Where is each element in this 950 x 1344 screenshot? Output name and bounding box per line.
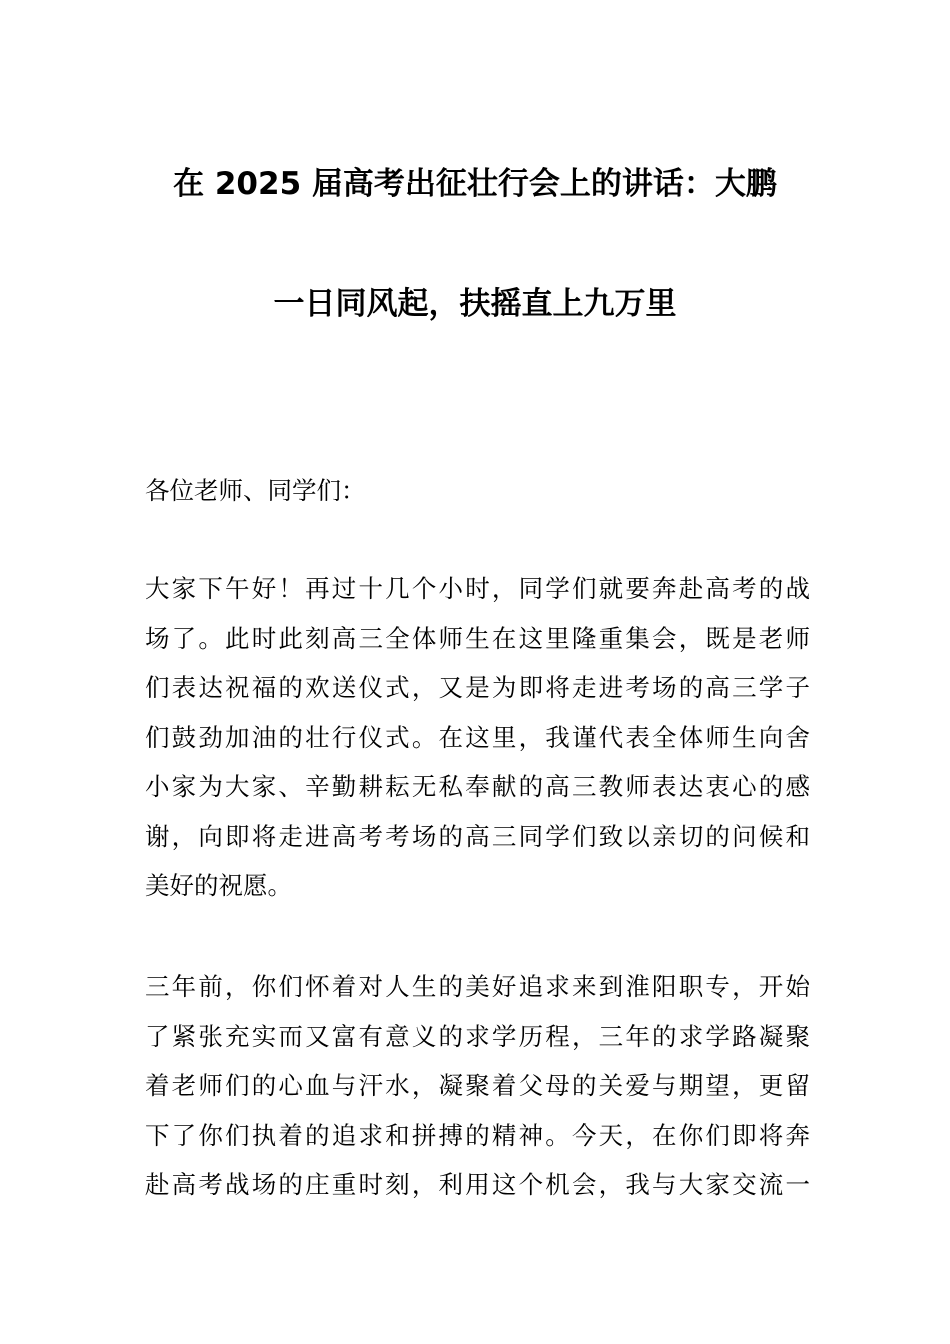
paragraph-2-line: 赴高考战场的庄重时刻，利用这个机会，我与大家交流一	[145, 1170, 810, 1199]
salutation-text: 各位老师、同学们：	[145, 476, 366, 505]
paragraph-1-line: 美好的祝愿。	[145, 871, 292, 900]
paragraph-1-line: 谢，向即将走进高考考场的高三同学们致以亲切的问候和	[145, 821, 810, 851]
paragraph-1-line: 场了。此时此刻高三全体师生在这里隆重集会，既是老师	[145, 623, 810, 653]
paragraph-2-line: 了紧张充实而又富有意义的求学历程，三年的求学路凝聚	[145, 1021, 810, 1051]
salutation	[145, 466, 810, 516]
paragraph-1-line: 大家下午好！再过十几个小时，同学们就要奔赴高考的战	[145, 574, 810, 603]
paragraph-2-line: 下了你们执着的追求和拼搏的精神。今天，在你们即将奔	[145, 1120, 810, 1150]
paragraph-2-line: 着老师们的心血与汗水，凝聚着父母的关爱与期望，更留	[145, 1071, 810, 1100]
paragraph-1-line: 们鼓劲加油的壮行仪式。在这里，我谨代表全体师生向舍	[145, 722, 810, 752]
title-line-2: 一日同风起，扶摇直上九万里	[273, 286, 677, 322]
title-line-1: 在 2025 届高考出征壮行会上的讲话：大鹏	[173, 166, 777, 202]
paragraph-2	[145, 962, 810, 1210]
paragraph-1-line: 小家为大家、辛勤耕耘无私奉献的高三教师表达衷心的感	[145, 772, 810, 801]
paragraph-1	[145, 564, 810, 911]
paragraph-2-line: 三年前，你们怀着对人生的美好追求来到淮阳职专，开始	[145, 972, 810, 1001]
paragraph-1-line: 们表达祝福的欢送仪式，又是为即将走进考场的高三学子	[145, 673, 810, 702]
